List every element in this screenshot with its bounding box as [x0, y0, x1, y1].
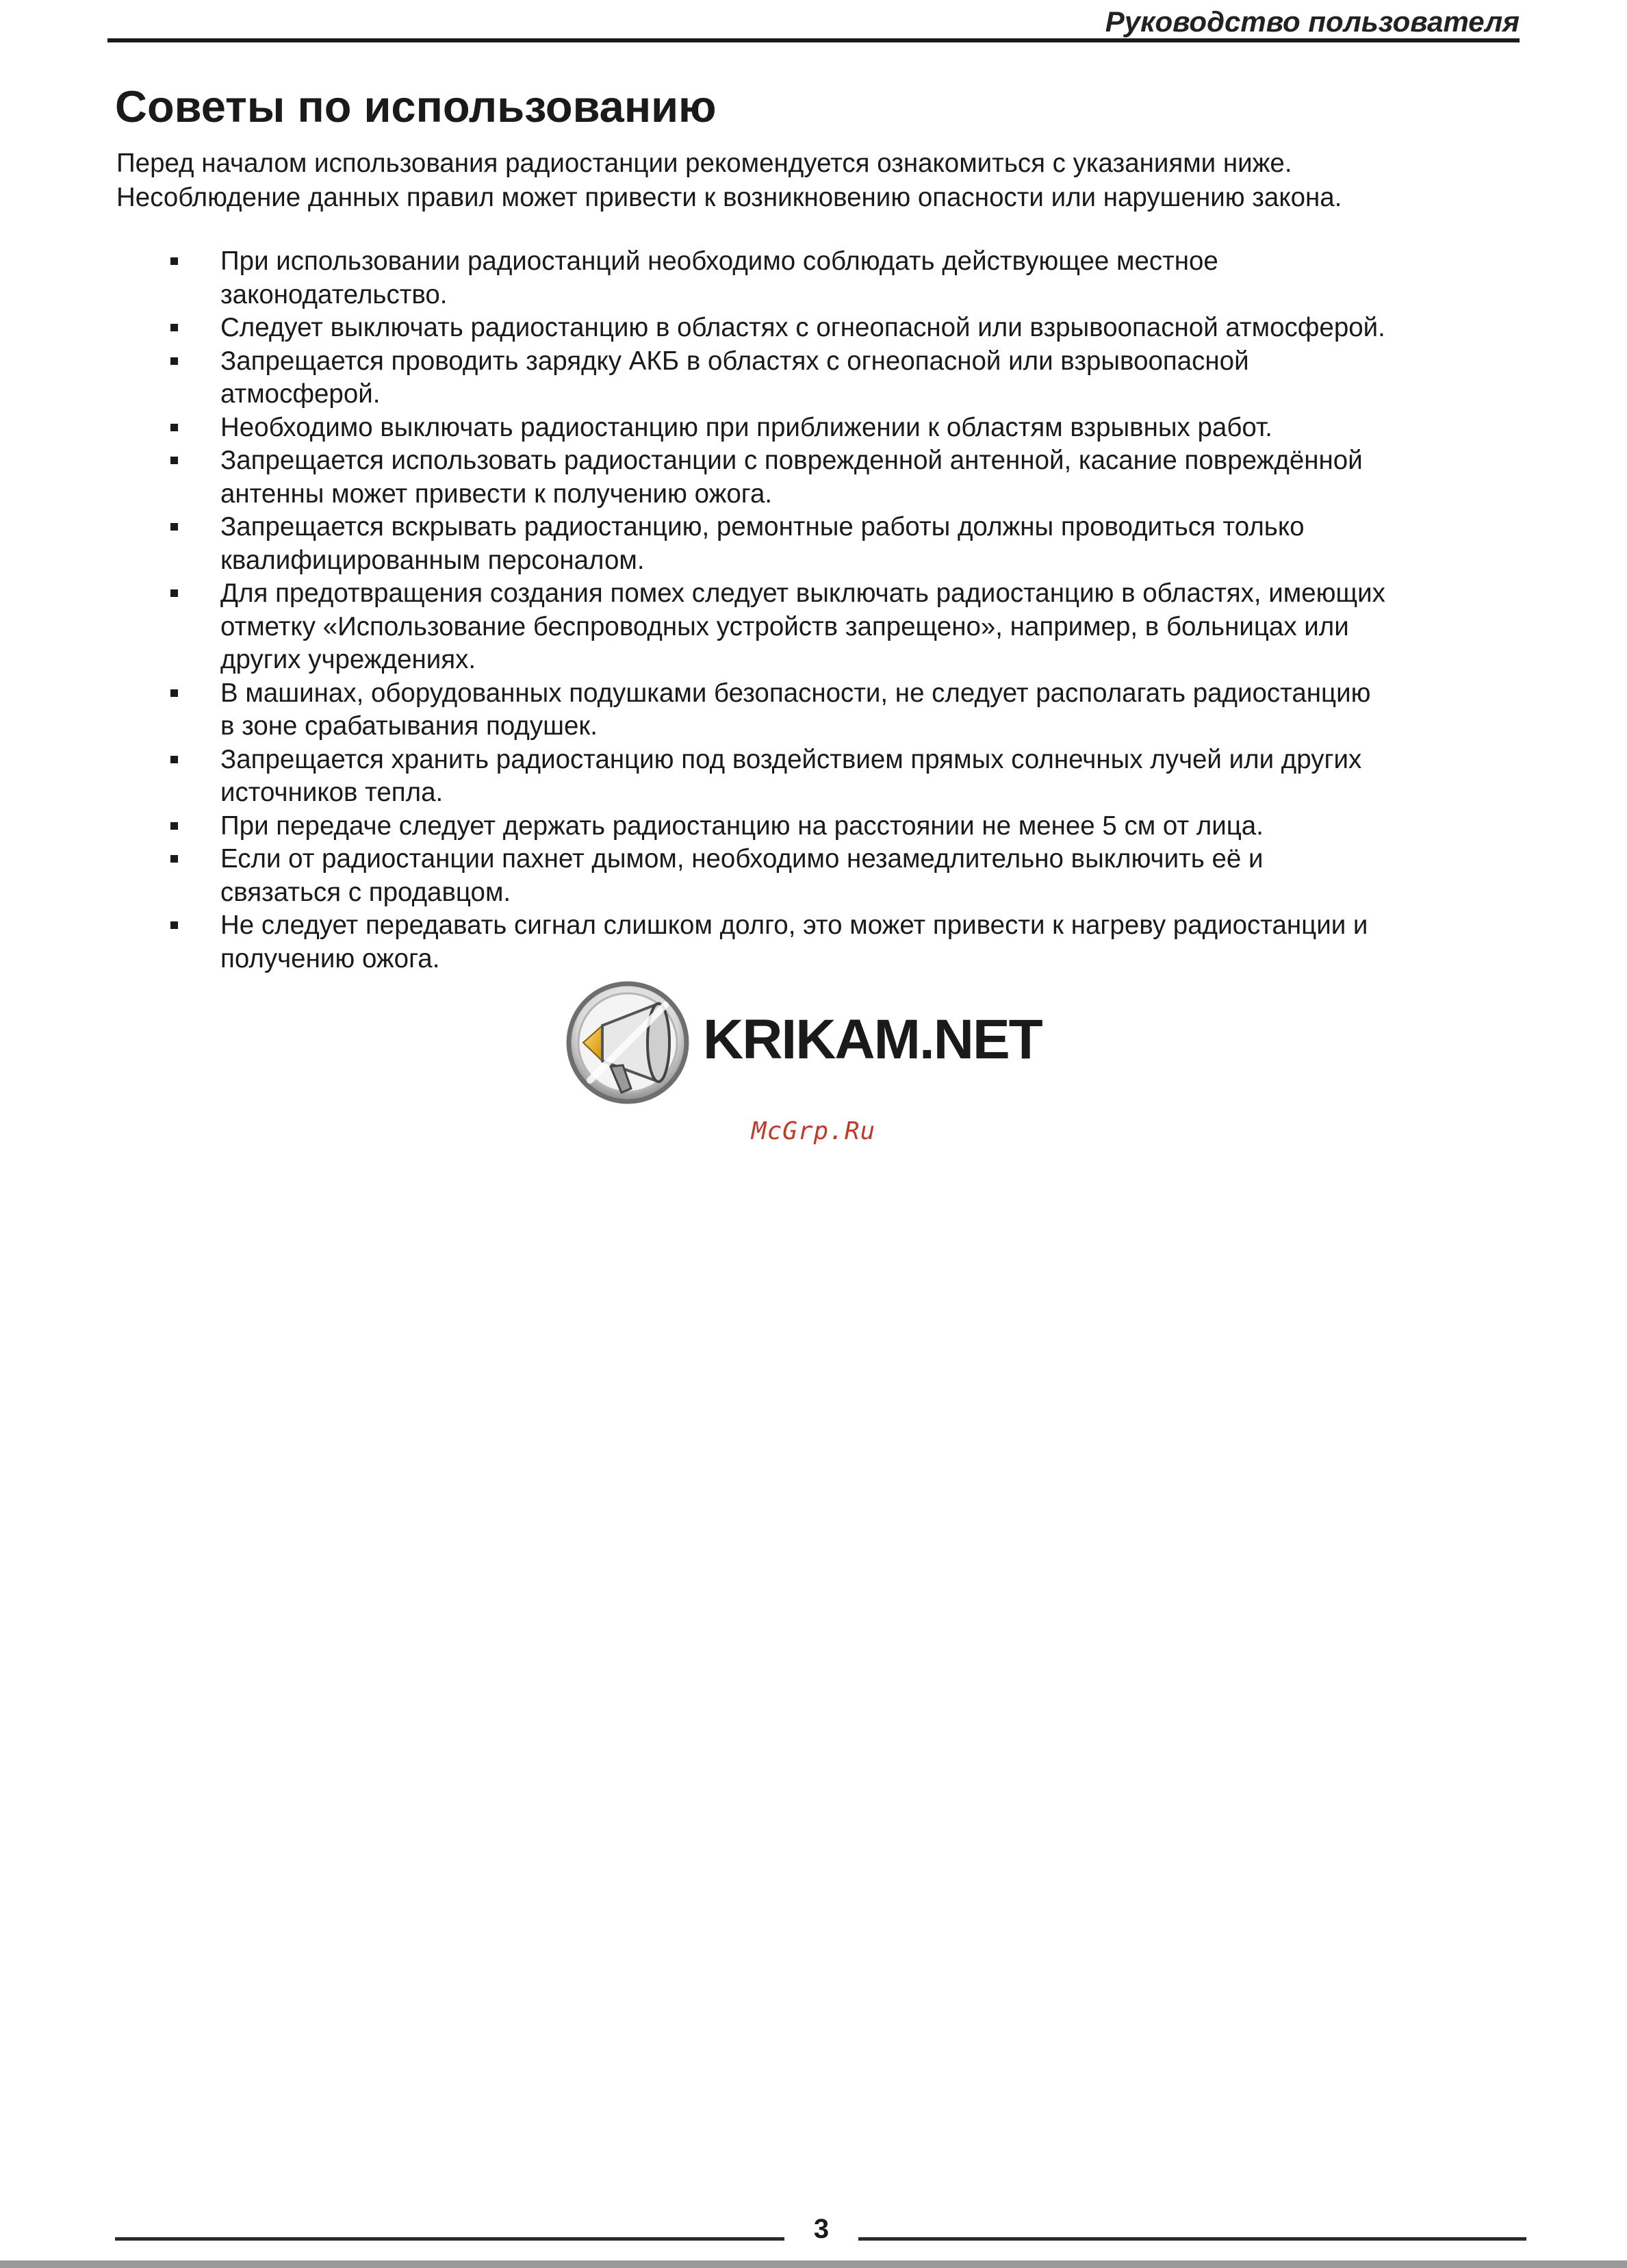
- tip-item: [168, 677, 1526, 743]
- tip-item: [168, 444, 1526, 511]
- tip-text: Следует выключать радиостанцию в областях с огнеопасной или взрывоопасной атмосферой.: [220, 313, 1385, 342]
- bullet-icon: [170, 357, 178, 365]
- bullet-icon: [170, 424, 178, 431]
- tip-text: в зоне срабатывания подушек.: [220, 711, 598, 741]
- tip-text: Для предотвращения создания помех следует выключать радиостанцию в областях, имеющих: [220, 578, 1385, 608]
- tip-text: связаться с продавцом.: [220, 877, 511, 907]
- bullet-icon: [170, 855, 178, 863]
- tip-text: других учреждениях.: [220, 645, 476, 674]
- tip-text: атмосферой.: [220, 379, 381, 409]
- watermark: McGrp.Ru: [751, 1117, 876, 1145]
- tip-item: [168, 411, 1526, 445]
- tip-item: [168, 843, 1526, 909]
- footer-divider-right: [858, 2237, 1526, 2241]
- running-header-title: Руководство пользователя: [1105, 5, 1520, 38]
- bullet-icon: [170, 756, 178, 763]
- intro-line: Перед началом использования радиостанции рекомендуется ознакомиться с указаниями ниже.: [116, 149, 1292, 178]
- tip-text: Необходимо выключать радиостанцию при приближении к областям взрывных работ.: [220, 412, 1272, 442]
- bullet-icon: [170, 257, 178, 265]
- bullet-icon: [170, 921, 178, 929]
- scan-edge: [0, 2260, 1627, 2268]
- tip-text: Запрещается вскрывать радиостанцию, ремонтные работы должны проводиться только: [220, 512, 1305, 541]
- tip-text: Запрещается проводить зарядку АКБ в областях с огнеопасной или взрывоопасной: [220, 346, 1249, 376]
- intro-paragraph: [116, 146, 1540, 215]
- footer-divider-left: [115, 2237, 784, 2241]
- tip-text: Запрещается использовать радиостанции с поврежденной антенной, касание повреждённой: [220, 446, 1363, 475]
- tip-text: Запрещается хранить радиостанцию под воздействием прямых солнечных лучей или других: [220, 744, 1362, 774]
- intro-line: Несоблюдение данных правил может привести к возникновению опасности или нарушению закона.: [116, 183, 1342, 212]
- header-divider: [107, 38, 1520, 42]
- bullet-icon: [170, 324, 178, 331]
- section-heading: Советы по использованию: [115, 81, 717, 131]
- tip-item: [168, 245, 1526, 311]
- tip-item: [168, 511, 1526, 577]
- tip-text: получению ожога.: [220, 943, 440, 973]
- tip-item: [168, 311, 1526, 345]
- bullet-icon: [170, 822, 178, 830]
- tip-text: антенны может привести к получению ожога.: [220, 479, 773, 509]
- bullet-icon: [170, 689, 178, 697]
- tip-text: При использовании радиостанций необходимо соблюдать действующее местное: [220, 246, 1218, 276]
- bullet-icon: [170, 523, 178, 531]
- tip-item: [168, 743, 1526, 810]
- tip-text: отметку «Использование беспроводных устройств запрещено», например, в больницах или: [220, 611, 1349, 641]
- tip-item: [168, 909, 1526, 976]
- tip-text: источников тепла.: [220, 778, 444, 807]
- megaphone-icon: [563, 978, 693, 1108]
- tip-item: [168, 345, 1526, 411]
- bullet-icon: [170, 589, 178, 597]
- tip-text: Не следует передавать сигнал слишком долго, это может привести к нагреву радиостанции и: [220, 910, 1368, 940]
- tip-text: Если от радиостанции пахнет дымом, необходимо незамедлительно выключить её и: [220, 844, 1264, 874]
- tip-item: [168, 577, 1526, 677]
- logo-text: KRIKAM.NET: [703, 1008, 1042, 1071]
- tip-text: При передаче следует держать радиостанцию на расстоянии не менее 5 см от лица.: [220, 811, 1264, 841]
- krikam-logo: [563, 978, 1042, 1108]
- page-number: 3: [813, 2214, 830, 2244]
- bullet-icon: [170, 457, 178, 464]
- tip-item: [168, 810, 1526, 843]
- tips-list: [168, 245, 1526, 976]
- tip-text: квалифицированным персоналом.: [220, 545, 645, 575]
- tip-text: В машинах, оборудованных подушками безопасности, не следует располагать радиостанцию: [220, 678, 1371, 708]
- tip-text: законодательство.: [220, 279, 448, 309]
